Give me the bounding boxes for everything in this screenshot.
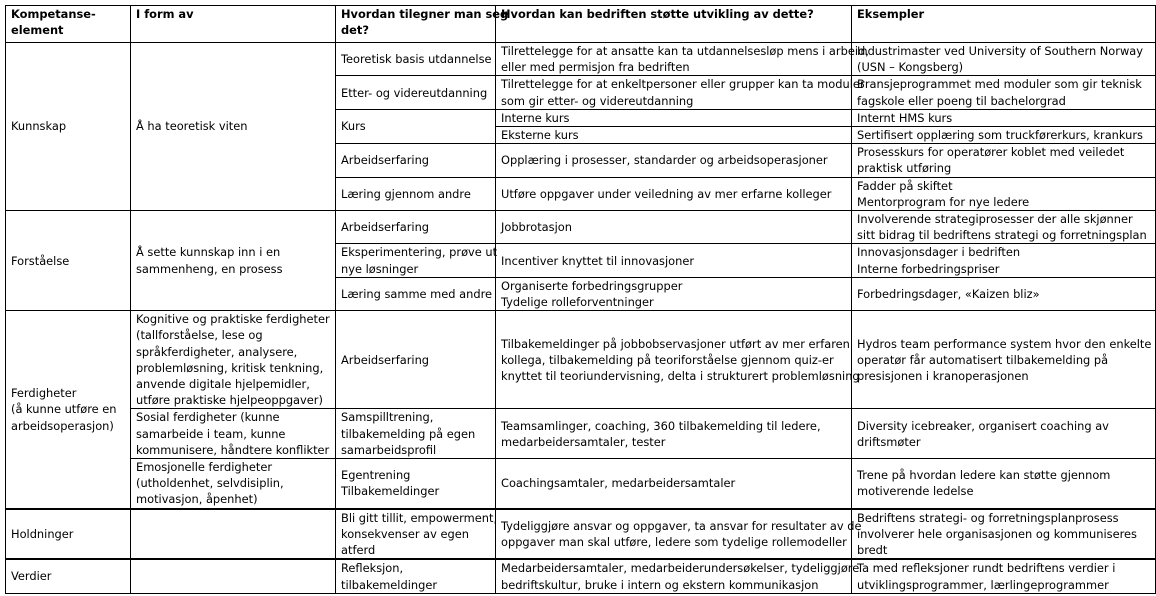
ferdigheter-element-line-3: arbeidsoperasjon) [11,418,114,433]
verdier-how-line-2: tilbakemeldinger [341,577,438,592]
holdninger-example-line-2: involverer hele organisasjonen og kommuniseres [857,526,1137,541]
header-element-line-1: Kompetanse- [11,7,96,21]
ferdigheter-how-2-line-2: tilbakemelding på egen [341,426,476,441]
forstaelse-how-2-line-2: nye løsninger [341,261,419,276]
forstaelse-element: Forståelse [6,211,131,311]
verdier-support-line-2: bedriftskultur, bruke i intern og ekstern kommunikasjon [501,577,819,592]
ferdigheter-example-2-line-1: Diversity icebreaker, organisert coaching av [857,418,1109,433]
forstaelse-support-3-line-2: Tydelige rolleforventninger [501,295,654,310]
ferdigheter-support-2-line-2: medarbeidersamtaler, tester [501,434,666,449]
ferdigheter-form-1-line-1: Kognitive og praktiske ferdigheter [136,312,330,327]
header-how-acquire [336,6,509,43]
header-examples: Eksempler [852,6,1156,43]
kunnskap-example-1 [852,43,1156,76]
ferdigheter-element-line-2: (å kunne utføre en [11,402,117,417]
ferdigheter-how-3 [336,459,496,509]
kunnskap-example-5-line-2: praktisk utføring [857,161,952,176]
kunnskap-example-5-line-1: Prosesskurs for operatører koblet med veiledet [857,145,1125,160]
holdninger-row [6,509,1156,560]
competence-table [5,5,1156,594]
kunnskap-example-1-line-1: Industrimaster ved University of Southern Norway [857,44,1143,58]
ferdigheter-support-1-line-2: kollega, tilbakemelding på teoriforståelse gjennom quiz-er [501,352,834,367]
forstaelse-support-3-line-1: Organiserte forbedringsgrupper [501,278,683,293]
verdier-example-line-2: utviklingsprogrammer, lærlingeprogrammer [857,577,1109,592]
kunnskap-example-2-line-1: Bransjeprogrammet med moduler som gir teknisk [857,77,1142,92]
ferdigheter-support-1 [496,311,860,409]
ferdigheter-support-1-line-1: Tilbakemeldinger på jobbobservasjoner utført av mer erfaren [501,336,850,351]
header-row [6,6,1156,43]
verdier-form [131,559,336,593]
kunnskap-support-2 [496,76,865,109]
header-how-support: Hvordan kan bedriften støtte utvikling av dette? [496,6,852,43]
verdier-element: Verdier [6,559,131,593]
forstaelse-form-line-2: sammenheng, en prosess [136,261,283,276]
kunnskap-how-6 [336,177,496,210]
kunnskap-support-6 [496,177,852,210]
kunnskap-example-6-line-2: Mentorprogram for nye ledere [857,194,1030,209]
ferdigheter-support-2-line-1: Teamsamlinger, coaching, 360 tilbakemelding til ledere, [501,418,821,433]
ferdigheter-example-1-line-2: operatør får automatisert tilbakemelding på [857,352,1109,367]
ferdigheter-form-3 [131,459,336,509]
kunnskap-how-2 [336,76,496,109]
kunnskap-how-6-line-1: Læring gjennom andre [341,186,471,201]
ferdigheter-example-1-line-1: Hydros team performance system hvor den enkelte [857,336,1152,351]
kunnskap-how-3-line-1: Kurs [341,119,366,134]
kunnskap-example-2 [852,76,1156,109]
forstaelse-example-2 [852,244,1156,277]
kunnskap-how-1 [336,43,496,76]
forstaelse-support-3 [496,277,852,310]
header-form: I form av [131,6,336,43]
ferdigheter-example-3 [852,459,1156,509]
kunnskap-support-3 [496,109,852,126]
ferdigheter-element-line-1: Ferdigheter [11,386,77,401]
verdier-how-line-1: Refleksjon, [341,561,404,576]
header-element [6,6,131,43]
ferdigheter-how-2-line-1: Samspilltrening, [341,410,434,425]
ferdigheter-element [6,311,131,509]
kunnskap-how-2-line-1: Etter- og videreutdanning [341,85,488,100]
ferdigheter-example-3-line-2: motiverende ledelse [857,484,974,499]
ferdigheter-form-3-line-1: Emosjonelle ferdigheter [136,460,273,475]
kunnskap-example-3 [852,109,1156,126]
kunnskap-element: Kunnskap [6,43,131,211]
ferdigheter-row-2 [6,409,1156,459]
header-how-line-2: det? [341,23,369,38]
ferdigheter-how-2-line-3: samarbeidsprofil [341,442,437,457]
kunnskap-form: Å ha teoretisk viten [131,43,336,211]
ferdigheter-form-2 [131,409,336,459]
holdninger-form [131,509,336,560]
kunnskap-example-6 [852,177,1156,210]
verdier-how [336,559,496,593]
forstaelse-example-2-line-2: Interne forbedringspriser [857,261,1000,276]
kunnskap-example-4 [852,127,1156,144]
ferdigheter-form-1-line-2: (tallforståelse, lese og [136,328,263,343]
forstaelse-example-3 [852,277,1156,310]
kunnskap-support-5-line-1: Opplæring i prosesser, standarder og arbeidsoperasjoner [501,153,828,168]
ferdigheter-form-2-line-1: Sosial ferdigheter (kunne [136,410,280,425]
ferdigheter-form-3-line-3: motivasjon, åpenhet) [136,492,258,507]
ferdigheter-support-3 [496,459,852,509]
ferdigheter-how-1 [336,311,496,409]
ferdigheter-support-1-line-3: knyttet til teoriundervisning, delta i strukturert problemløsning [501,368,860,383]
kunnskap-support-1-line-1: Tilrettelegge for at ansatte kan ta utdannelsesløp mens i arbeid, [501,44,869,58]
kunnskap-how-1-line-1: Teoretisk basis utdannelse [341,52,492,67]
forstaelse-how-2 [336,244,496,277]
ferdigheter-example-1-line-3: presisjonen i kranoperasjonen [857,368,1029,383]
ferdigheter-how-2 [336,409,496,459]
holdninger-element: Holdninger [6,509,131,560]
forstaelse-row-1 [6,211,1156,244]
kunnskap-support-2-line-1: Tilrettelegge for at enkeltpersoner eller grupper kan ta moduler [501,77,865,92]
ferdigheter-support-2 [496,409,852,459]
header-how-line-1: Hvordan tilegner man seg [341,7,509,21]
forstaelse-how-3-line-1: Læring samme med andre [341,286,493,301]
ferdigheter-support-3-line-1: Coachingsamtaler, medarbeidersamtaler [501,476,736,491]
ferdigheter-form-1-line-3: språkferdigheter, analysere, [136,344,298,359]
kunnskap-how-5 [336,144,496,177]
kunnskap-support-5 [496,144,852,177]
kunnskap-how-5-line-1: Arbeidserfaring [341,153,430,168]
verdier-example-line-1: Ta med refleksjoner rundt bedriftens verdier i [857,561,1116,576]
kunnskap-support-4-line-1: Eksterne kurs [501,128,579,143]
ferdigheter-example-2-line-2: driftsmøter [857,434,921,449]
kunnskap-example-4-line-1: Sertifisert opplæring som truckførerkurs, krankurs [857,128,1143,143]
holdninger-support-line-2: oppgaver man skal utføre, ledere som tydelige rollemodeller [501,534,847,549]
ferdigheter-how-1-line-1: Arbeidserfaring [341,352,430,367]
verdier-row [6,559,1156,593]
holdninger-how-line-2: konsekvenser av egen [341,526,469,541]
ferdigheter-example-3-line-1: Trene på hvordan ledere kan støtte gjennom [857,468,1111,483]
forstaelse-support-2-line-1: Incentiver knyttet til innovasjoner [501,253,695,268]
holdninger-support [496,509,862,560]
forstaelse-how-2-line-1: Eksperimentering, prøve ut [341,245,498,260]
holdninger-how-line-1: Bli gitt tillit, empowerment, [341,510,498,525]
verdier-example [852,559,1156,593]
holdninger-how [336,509,496,560]
ferdigheter-how-3-line-2: Tilbakemeldinger [341,484,440,499]
ferdigheter-form-2-line-2: samarbeide i team, kunne [136,426,286,441]
kunnskap-support-1-line-2: eller med permisjon fra bedriften [501,60,690,75]
kunnskap-example-5 [852,144,1156,177]
header-element-line-2: element [11,23,64,38]
forstaelse-how-3 [336,277,496,310]
forstaelse-support-1 [496,211,852,244]
kunnskap-example-6-line-1: Fadder på skiftet [857,178,953,193]
ferdigheter-example-2 [852,409,1156,459]
ferdigheter-form-2-line-3: kommunisere, håndtere konflikter [136,442,330,457]
kunnskap-how-3 [336,109,496,143]
forstaelse-example-3-line-1: Forbedringsdager, «Kaizen bliz» [857,286,1040,301]
kunnskap-support-2-line-2: som gir etter- og videreutdanning [501,93,694,108]
forstaelse-example-1-line-2: sitt bidrag til bedriftens strategi og forretningsplan [857,228,1147,243]
kunnskap-row-1 [6,43,1156,76]
ferdigheter-form-1 [131,311,336,409]
holdninger-support-line-1: Tydeliggjøre ansvar og oppgaver, ta ansvar for resultater av de [501,518,862,533]
ferdigheter-row-3 [6,459,1156,509]
forstaelse-example-1 [852,211,1156,244]
kunnskap-support-1 [496,43,869,76]
kunnskap-example-3-line-1: Internt HMS kurs [857,110,953,125]
forstaelse-support-1-line-1: Jobbrotasjon [501,220,572,235]
ferdigheter-form-1-line-4: problemløsning, kritisk tenkning, [136,360,324,375]
ferdigheter-row-1 [6,311,1156,409]
kunnskap-support-3-line-1: Interne kurs [501,110,570,125]
forstaelse-example-1-line-1: Involverende strategiprosesser der alle skjønner [857,212,1133,227]
ferdigheter-form-1-line-5: anvende digitale hjelpemidler, [136,377,310,392]
holdninger-how-line-3: atferd [341,543,376,558]
forstaelse-form [131,211,336,311]
holdninger-example-line-1: Bedriftens strategi- og forretningsplanprosess [857,510,1119,525]
ferdigheter-form-1-line-6: utføre praktiske hjelpeoppgaver) [136,393,323,408]
kunnskap-example-1-line-2: (USN – Kongsberg) [857,60,964,75]
forstaelse-example-2-line-1: Innovasjonsdager i bedriften [857,245,1021,260]
verdier-support-line-1: Medarbeidersamtaler, medarbeiderundersøkelser, tydeliggjøre [501,561,860,576]
kunnskap-support-6-line-1: Utføre oppgaver under veiledning av mer erfarne kolleger [501,186,832,201]
kunnskap-support-4 [496,127,852,144]
document-page [5,5,1152,592]
forstaelse-support-2 [496,244,852,277]
ferdigheter-how-3-line-1: Egentrening [341,468,411,483]
verdier-support [496,559,860,593]
ferdigheter-form-3-line-2: (utholdenhet, selvdisiplin, [136,476,284,491]
ferdigheter-example-1 [852,311,1156,409]
forstaelse-how-1 [336,211,496,244]
forstaelse-form-line-1: Å sette kunnskap inn i en [136,245,281,260]
holdninger-example [852,509,1156,560]
forstaelse-how-1-line-1: Arbeidserfaring [341,220,430,235]
holdninger-example-line-3: bredt [857,543,888,558]
kunnskap-example-2-line-2: fagskole eller poeng til bachelorgrad [857,93,1066,108]
